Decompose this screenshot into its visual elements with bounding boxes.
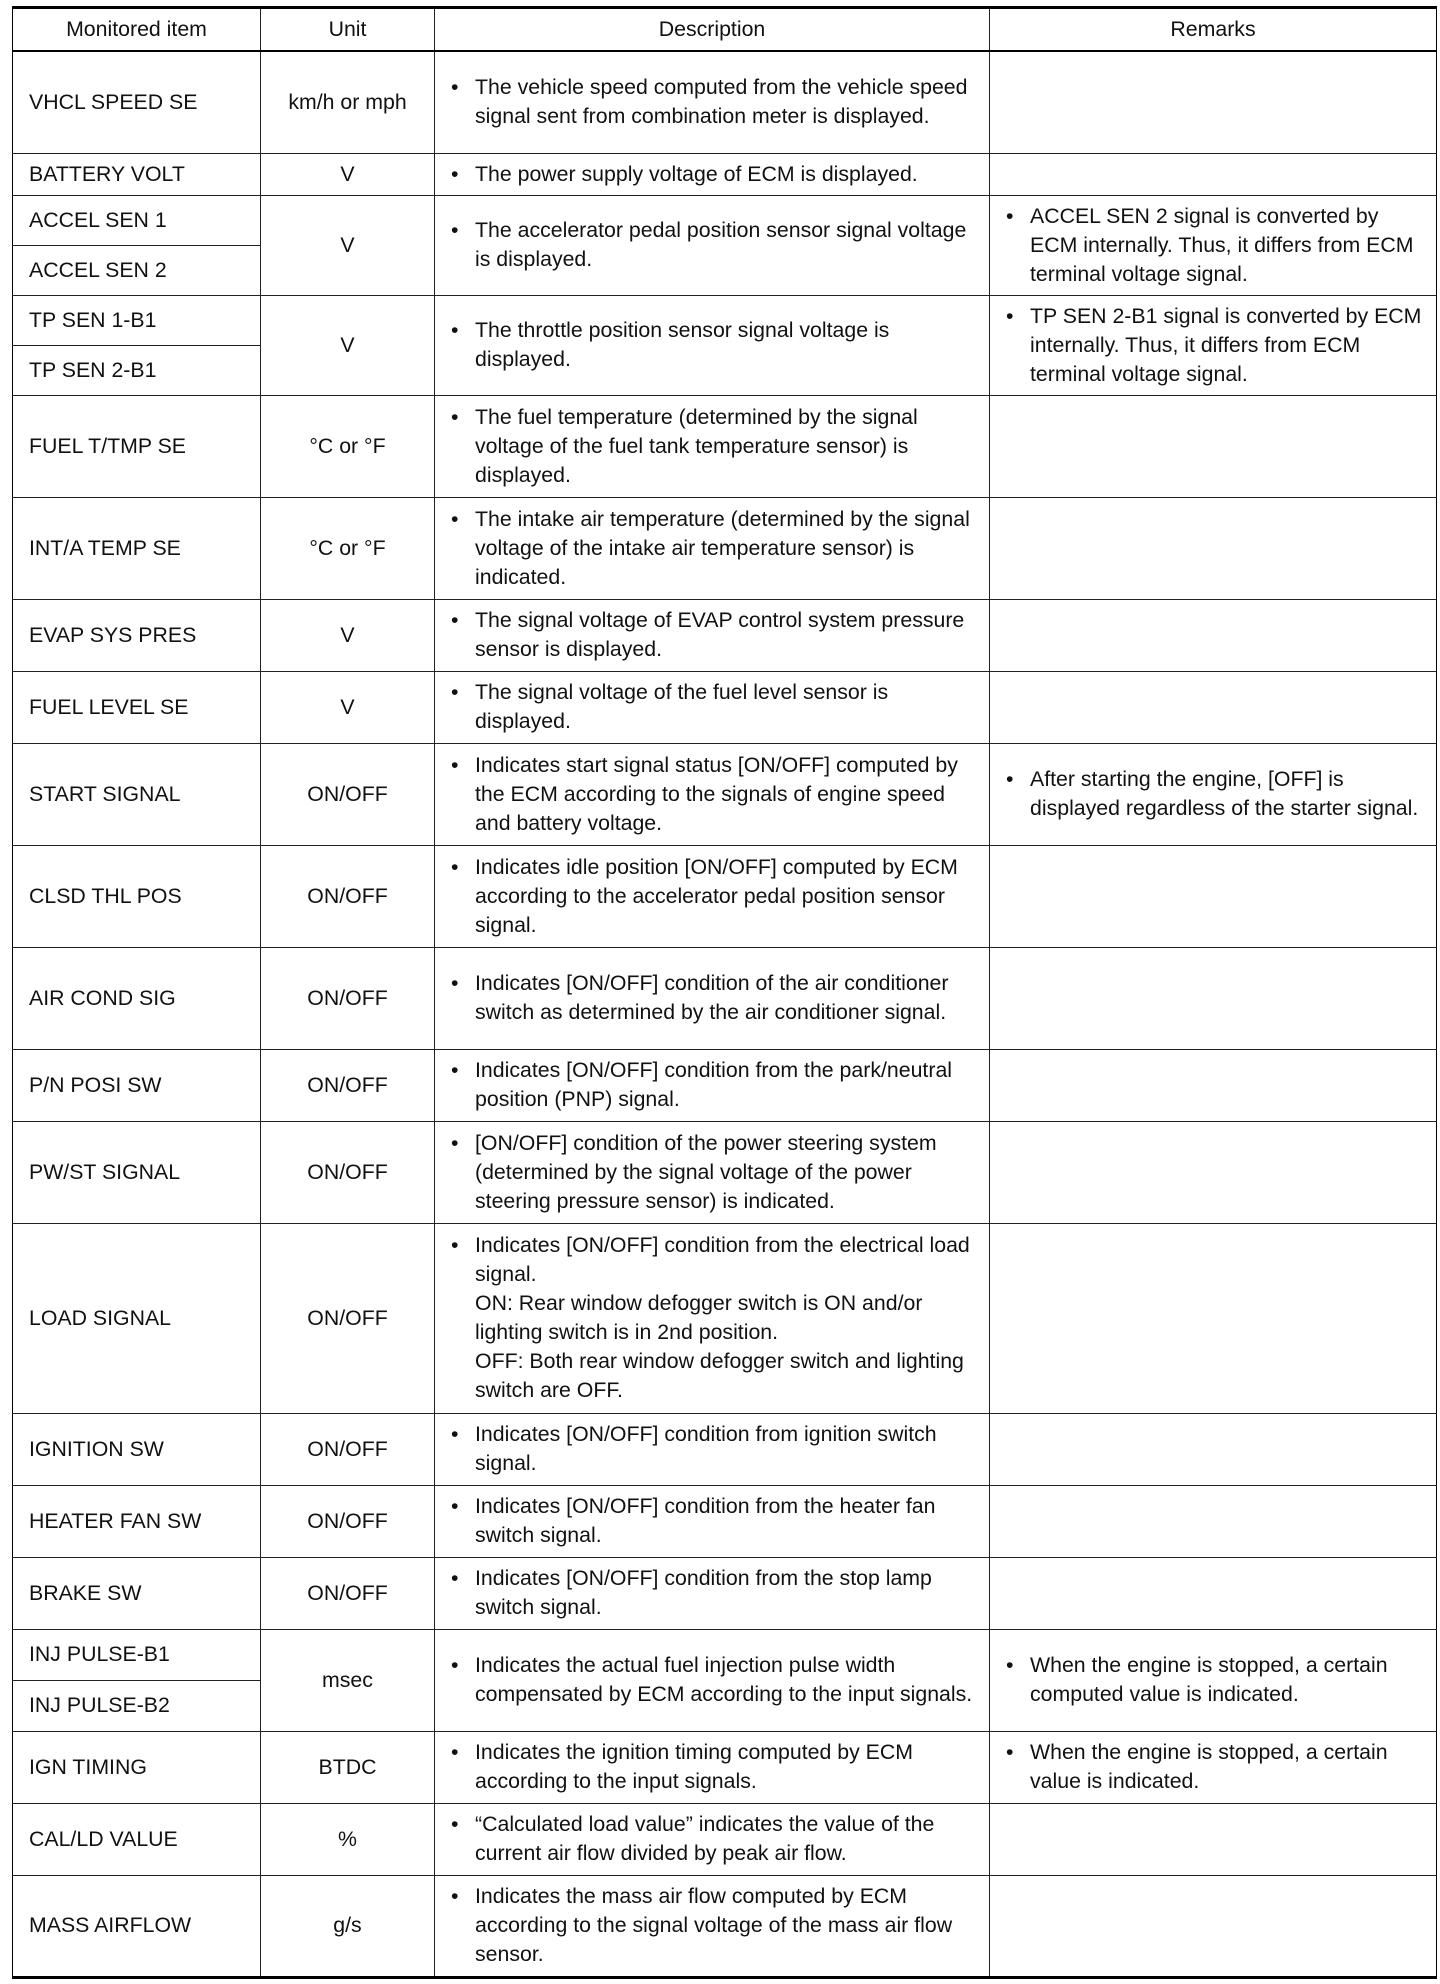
table-row	[13, 1629, 1437, 1680]
description	[435, 1049, 990, 1121]
description	[435, 671, 990, 743]
description-bullet: • The accelerator pedal position sensor signal voltage is displayed.	[451, 216, 979, 274]
unit: ON/OFF	[261, 947, 435, 1049]
table-row	[13, 195, 1437, 245]
table-header-row	[13, 8, 1437, 52]
description	[435, 51, 990, 153]
unit: km/h or mph	[261, 51, 435, 153]
header-monitored-item: Monitored item	[13, 8, 261, 52]
remarks	[990, 599, 1437, 671]
description-bullet: • Indicates [ON/OFF] condition from the park/neutral position (PNP) signal.	[451, 1056, 979, 1114]
description	[435, 497, 990, 599]
description-on-text: ON: Rear window defogger switch is ON and/or lighting switch is in 2nd position.	[475, 1291, 923, 1344]
table-row	[13, 295, 1437, 345]
unit: ON/OFF	[261, 1485, 435, 1557]
monitored-item: ACCEL SEN 2	[13, 245, 261, 295]
remarks	[990, 1875, 1437, 1977]
remarks	[990, 153, 1437, 195]
description-bullet: • The throttle position sensor signal voltage is displayed.	[451, 316, 979, 374]
unit: ON/OFF	[261, 1121, 435, 1223]
description-bullet: • Indicates [ON/OFF] condition of the air conditioner switch as determined by the air conditioner signal.	[451, 969, 979, 1027]
monitored-items-table	[12, 6, 1437, 1979]
unit: ON/OFF	[261, 845, 435, 947]
unit: %	[261, 1803, 435, 1875]
description	[435, 1223, 990, 1413]
remarks	[990, 497, 1437, 599]
monitored-item: INT/A TEMP SE	[13, 497, 261, 599]
remarks	[990, 1121, 1437, 1223]
remarks	[990, 395, 1437, 497]
remarks	[990, 1049, 1437, 1121]
table-row	[13, 1121, 1437, 1223]
monitored-item: FUEL T/TMP SE	[13, 395, 261, 497]
header-description: Description	[435, 8, 990, 52]
table-row	[13, 599, 1437, 671]
monitored-item: LOAD SIGNAL	[13, 1223, 261, 1413]
description-bullet: • The signal voltage of the fuel level sensor is displayed.	[451, 678, 979, 736]
description	[435, 1557, 990, 1629]
unit: ON/OFF	[261, 1223, 435, 1413]
unit: BTDC	[261, 1731, 435, 1803]
monitored-item: BRAKE SW	[13, 1557, 261, 1629]
unit: V	[261, 671, 435, 743]
remarks	[990, 1223, 1437, 1413]
description	[435, 1485, 990, 1557]
description-bullet: • Indicates the mass air flow computed by ECM according to the signal voltage of the mass air flow sensor.	[451, 1882, 979, 1969]
table-row	[13, 671, 1437, 743]
unit: msec	[261, 1629, 435, 1731]
description	[435, 395, 990, 497]
description	[435, 743, 990, 845]
monitored-item: BATTERY VOLT	[13, 153, 261, 195]
description	[435, 845, 990, 947]
remark-bullet: • When the engine is stopped, a certain value is indicated.	[1006, 1738, 1426, 1796]
table-row	[13, 51, 1437, 153]
monitored-item: AIR COND SIG	[13, 947, 261, 1049]
monitored-item: CAL/LD VALUE	[13, 1803, 261, 1875]
description-bullet: • “Calculated load value” indicates the value of the current air flow divided by peak air flow.	[451, 1810, 979, 1868]
description-bullet: • Indicates [ON/OFF] condition from the heater fan switch signal.	[451, 1492, 979, 1550]
table-row	[13, 947, 1437, 1049]
unit: ON/OFF	[261, 1557, 435, 1629]
monitored-item: PW/ST SIGNAL	[13, 1121, 261, 1223]
description-bullet: • The power supply voltage of ECM is displayed.	[451, 160, 979, 189]
table-row	[13, 1413, 1437, 1485]
table-row	[13, 1049, 1437, 1121]
monitored-item: HEATER FAN SW	[13, 1485, 261, 1557]
table-row	[13, 743, 1437, 845]
description	[435, 1121, 990, 1223]
description	[435, 1629, 990, 1731]
remarks	[990, 671, 1437, 743]
description-bullet: • Indicates [ON/OFF] condition from the stop lamp switch signal.	[451, 1564, 979, 1622]
table-row	[13, 1223, 1437, 1413]
unit: ON/OFF	[261, 1049, 435, 1121]
table-row	[13, 1485, 1437, 1557]
description-bullet: • The vehicle speed computed from the vehicle speed signal sent from combination meter is displayed.	[451, 73, 979, 131]
remarks	[990, 295, 1437, 395]
description-bullet: • The fuel temperature (determined by the signal voltage of the fuel tank temperature sensor) is displayed.	[451, 403, 979, 490]
table-row	[13, 845, 1437, 947]
remarks	[990, 1485, 1437, 1557]
description	[435, 153, 990, 195]
monitored-item: MASS AIRFLOW	[13, 1875, 261, 1977]
remarks	[990, 1803, 1437, 1875]
unit: V	[261, 153, 435, 195]
unit: °C or °F	[261, 395, 435, 497]
monitored-item: EVAP SYS PRES	[13, 599, 261, 671]
description-bullet: • Indicates [ON/OFF] condition from ignition switch signal.	[451, 1420, 979, 1478]
description-bullet: • Indicates idle position [ON/OFF] computed by ECM according to the accelerator pedal position sensor signal.	[451, 853, 979, 940]
remarks	[990, 51, 1437, 153]
table-row	[13, 153, 1437, 195]
table-row	[13, 1803, 1437, 1875]
table-row	[13, 395, 1437, 497]
remarks	[990, 845, 1437, 947]
unit: ON/OFF	[261, 1413, 435, 1485]
description	[435, 599, 990, 671]
description-bullet: • [ON/OFF] condition of the power steering system (determined by the signal voltage of the power steering pressure sensor) is indicated.	[451, 1129, 979, 1216]
header-remarks: Remarks	[990, 8, 1437, 52]
monitored-item: CLSD THL POS	[13, 845, 261, 947]
monitored-item: TP SEN 2-B1	[13, 345, 261, 395]
monitored-item: IGNITION SW	[13, 1413, 261, 1485]
description-bullet: • Indicates the actual fuel injection pulse width compensated by ECM according to the input signals.	[451, 1651, 979, 1709]
monitored-item: INJ PULSE-B1	[13, 1629, 261, 1680]
remarks	[990, 1731, 1437, 1803]
monitored-item: START SIGNAL	[13, 743, 261, 845]
description	[435, 295, 990, 395]
description-bullet: • The signal voltage of EVAP control system pressure sensor is displayed.	[451, 606, 979, 664]
document-page	[12, 6, 1436, 1979]
monitored-item: INJ PULSE-B2	[13, 1680, 261, 1731]
remarks	[990, 195, 1437, 295]
unit: V	[261, 599, 435, 671]
unit: g/s	[261, 1875, 435, 1977]
description-text: • Indicates [ON/OFF] condition from the electrical load signal.	[475, 1233, 970, 1286]
description	[435, 947, 990, 1049]
description-bullet	[451, 1231, 979, 1405]
table-row	[13, 1731, 1437, 1803]
description-off-text: OFF: Both rear window defogger switch and lighting switch are OFF.	[475, 1349, 964, 1402]
table-row	[13, 1875, 1437, 1977]
unit: V	[261, 195, 435, 295]
remarks	[990, 743, 1437, 845]
monitored-item: FUEL LEVEL SE	[13, 671, 261, 743]
description-bullet: • The intake air temperature (determined by the signal voltage of the intake air temperature sensor) is indicated.	[451, 505, 979, 592]
monitored-item: ACCEL SEN 1	[13, 195, 261, 245]
header-unit: Unit	[261, 8, 435, 52]
description	[435, 1413, 990, 1485]
remark-bullet: • When the engine is stopped, a certain computed value is indicated.	[1006, 1651, 1426, 1709]
table-row	[13, 1557, 1437, 1629]
remark-bullet: • ACCEL SEN 2 signal is converted by ECM internally. Thus, it differs from ECM terminal voltage signal.	[1006, 202, 1426, 289]
remarks	[990, 1629, 1437, 1731]
remark-bullet: • After starting the engine, [OFF] is displayed regardless of the starter signal.	[1006, 765, 1426, 823]
description	[435, 1875, 990, 1977]
remarks	[990, 947, 1437, 1049]
monitored-item: P/N POSI SW	[13, 1049, 261, 1121]
monitored-item: VHCL SPEED SE	[13, 51, 261, 153]
unit: ON/OFF	[261, 743, 435, 845]
remarks	[990, 1413, 1437, 1485]
description	[435, 1803, 990, 1875]
remarks	[990, 1557, 1437, 1629]
unit: V	[261, 295, 435, 395]
monitored-item: IGN TIMING	[13, 1731, 261, 1803]
table-row	[13, 497, 1437, 599]
description	[435, 1731, 990, 1803]
remark-bullet: • TP SEN 2-B1 signal is converted by ECM internally. Thus, it differs from ECM terminal voltage signal.	[1006, 302, 1426, 389]
monitored-item: TP SEN 1-B1	[13, 295, 261, 345]
description-bullet: • Indicates the ignition timing computed by ECM according to the input signals.	[451, 1738, 979, 1796]
description	[435, 195, 990, 295]
unit: °C or °F	[261, 497, 435, 599]
description-bullet: • Indicates start signal status [ON/OFF] computed by the ECM according to the signals of engine speed and battery voltage.	[451, 751, 979, 838]
